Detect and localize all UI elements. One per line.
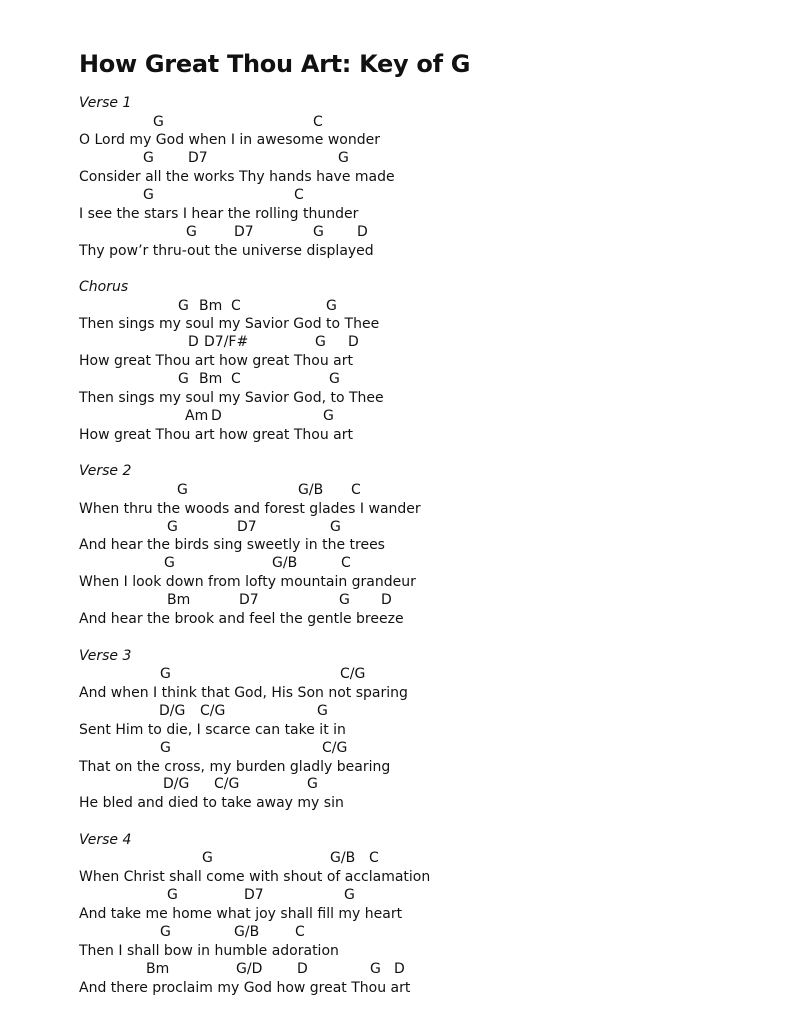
lyric-line: And when I think that God, His Son not sparing xyxy=(79,685,408,701)
chord: G xyxy=(313,224,324,240)
chord: G/B xyxy=(330,850,356,866)
lyric-line: When thru the woods and forest glades I wander xyxy=(79,501,421,517)
lyric-line: When Christ shall come with shout of acclamation xyxy=(79,869,431,885)
chord: D xyxy=(394,961,405,977)
chord: Bm xyxy=(199,298,223,314)
chord: G xyxy=(143,150,154,166)
chord: D xyxy=(357,224,368,240)
chord: D xyxy=(381,592,392,608)
chord: D xyxy=(188,334,199,350)
chord: G xyxy=(339,592,350,608)
lyric-line: Then sings my soul my Savior God, to Thee xyxy=(79,390,384,406)
chord: G xyxy=(167,519,178,535)
chord: G xyxy=(323,408,334,424)
chord: G xyxy=(307,776,318,792)
chord: Bm xyxy=(199,371,223,387)
chord: G xyxy=(167,887,178,903)
chord: G xyxy=(329,371,340,387)
chord: D/G xyxy=(163,776,190,792)
lyric-line: Consider all the works Thy hands have made xyxy=(79,169,395,185)
section-label-verse-3: Verse 3 xyxy=(79,648,132,664)
chord: C/G xyxy=(322,740,348,756)
lyric-line: How great Thou art how great Thou art xyxy=(79,353,353,369)
lyric-line: And hear the birds sing sweetly in the trees xyxy=(79,537,385,553)
lyric-line: Then I shall bow in humble adoration xyxy=(79,943,339,959)
chord: D7 xyxy=(244,887,264,903)
chord: D7 xyxy=(237,519,257,535)
chord: G xyxy=(143,187,154,203)
chord: G xyxy=(202,850,213,866)
chord: G xyxy=(178,298,189,314)
chord: C/G xyxy=(214,776,240,792)
chord: G/B xyxy=(298,482,324,498)
chord: C xyxy=(295,924,305,940)
chord: G xyxy=(326,298,337,314)
chord: G/B xyxy=(234,924,260,940)
chord: C xyxy=(341,555,351,571)
chord: G xyxy=(160,924,171,940)
chord: G xyxy=(186,224,197,240)
chord: Am xyxy=(185,408,209,424)
lyric-line: That on the cross, my burden gladly bearing xyxy=(79,759,391,775)
chord: D7 xyxy=(188,150,208,166)
page-title: How Great Thou Art: Key of G xyxy=(79,50,471,78)
chord: D xyxy=(348,334,359,350)
chord: Bm xyxy=(146,961,170,977)
lyric-line: Then sings my soul my Savior God to Thee xyxy=(79,316,380,332)
chord: C xyxy=(313,114,323,130)
chord: C/G xyxy=(200,703,226,719)
chord: C xyxy=(351,482,361,498)
chord: G xyxy=(153,114,164,130)
chord: D7 xyxy=(234,224,254,240)
chord: Bm xyxy=(167,592,191,608)
chord: G xyxy=(370,961,381,977)
chord: D xyxy=(297,961,308,977)
chord: D/G xyxy=(159,703,186,719)
lyric-line: Thy pow’r thru-out the universe displayed xyxy=(79,243,374,259)
chord: C xyxy=(369,850,379,866)
chord: D7 xyxy=(239,592,259,608)
lyric-line: O Lord my God when I in awesome wonder xyxy=(79,132,380,148)
section-label-chorus: Chorus xyxy=(79,279,129,295)
chord: C xyxy=(294,187,304,203)
section-label-verse-1: Verse 1 xyxy=(79,95,132,111)
lyric-line: And take me home what joy shall fill my heart xyxy=(79,906,403,922)
chord: G/D xyxy=(236,961,263,977)
chord: G xyxy=(317,703,328,719)
chord: G xyxy=(178,371,189,387)
chord: G xyxy=(164,555,175,571)
chord: G xyxy=(177,482,188,498)
chord: G xyxy=(315,334,326,350)
chord: D7/F# xyxy=(204,334,249,350)
section-label-verse-4: Verse 4 xyxy=(79,832,132,848)
lyric-line: How great Thou art how great Thou art xyxy=(79,427,353,443)
section-label-verse-2: Verse 2 xyxy=(79,463,132,479)
lyric-line: He bled and died to take away my sin xyxy=(79,795,344,811)
chord: G xyxy=(160,666,171,682)
chord: G/B xyxy=(272,555,298,571)
chord: G xyxy=(338,150,349,166)
chord: G xyxy=(160,740,171,756)
lyric-line: Sent Him to die, I scarce can take it in xyxy=(79,722,346,738)
lyric-line: And there proclaim my God how great Thou art xyxy=(79,980,411,996)
chord: D xyxy=(211,408,222,424)
chord: G xyxy=(330,519,341,535)
lyric-line: I see the stars I hear the rolling thunder xyxy=(79,206,359,222)
lyric-line: When I look down from lofty mountain grandeur xyxy=(79,574,416,590)
chord: C xyxy=(231,371,241,387)
chord: C xyxy=(231,298,241,314)
chord: C/G xyxy=(340,666,366,682)
chord: G xyxy=(344,887,355,903)
lyric-line: And hear the brook and feel the gentle breeze xyxy=(79,611,404,627)
